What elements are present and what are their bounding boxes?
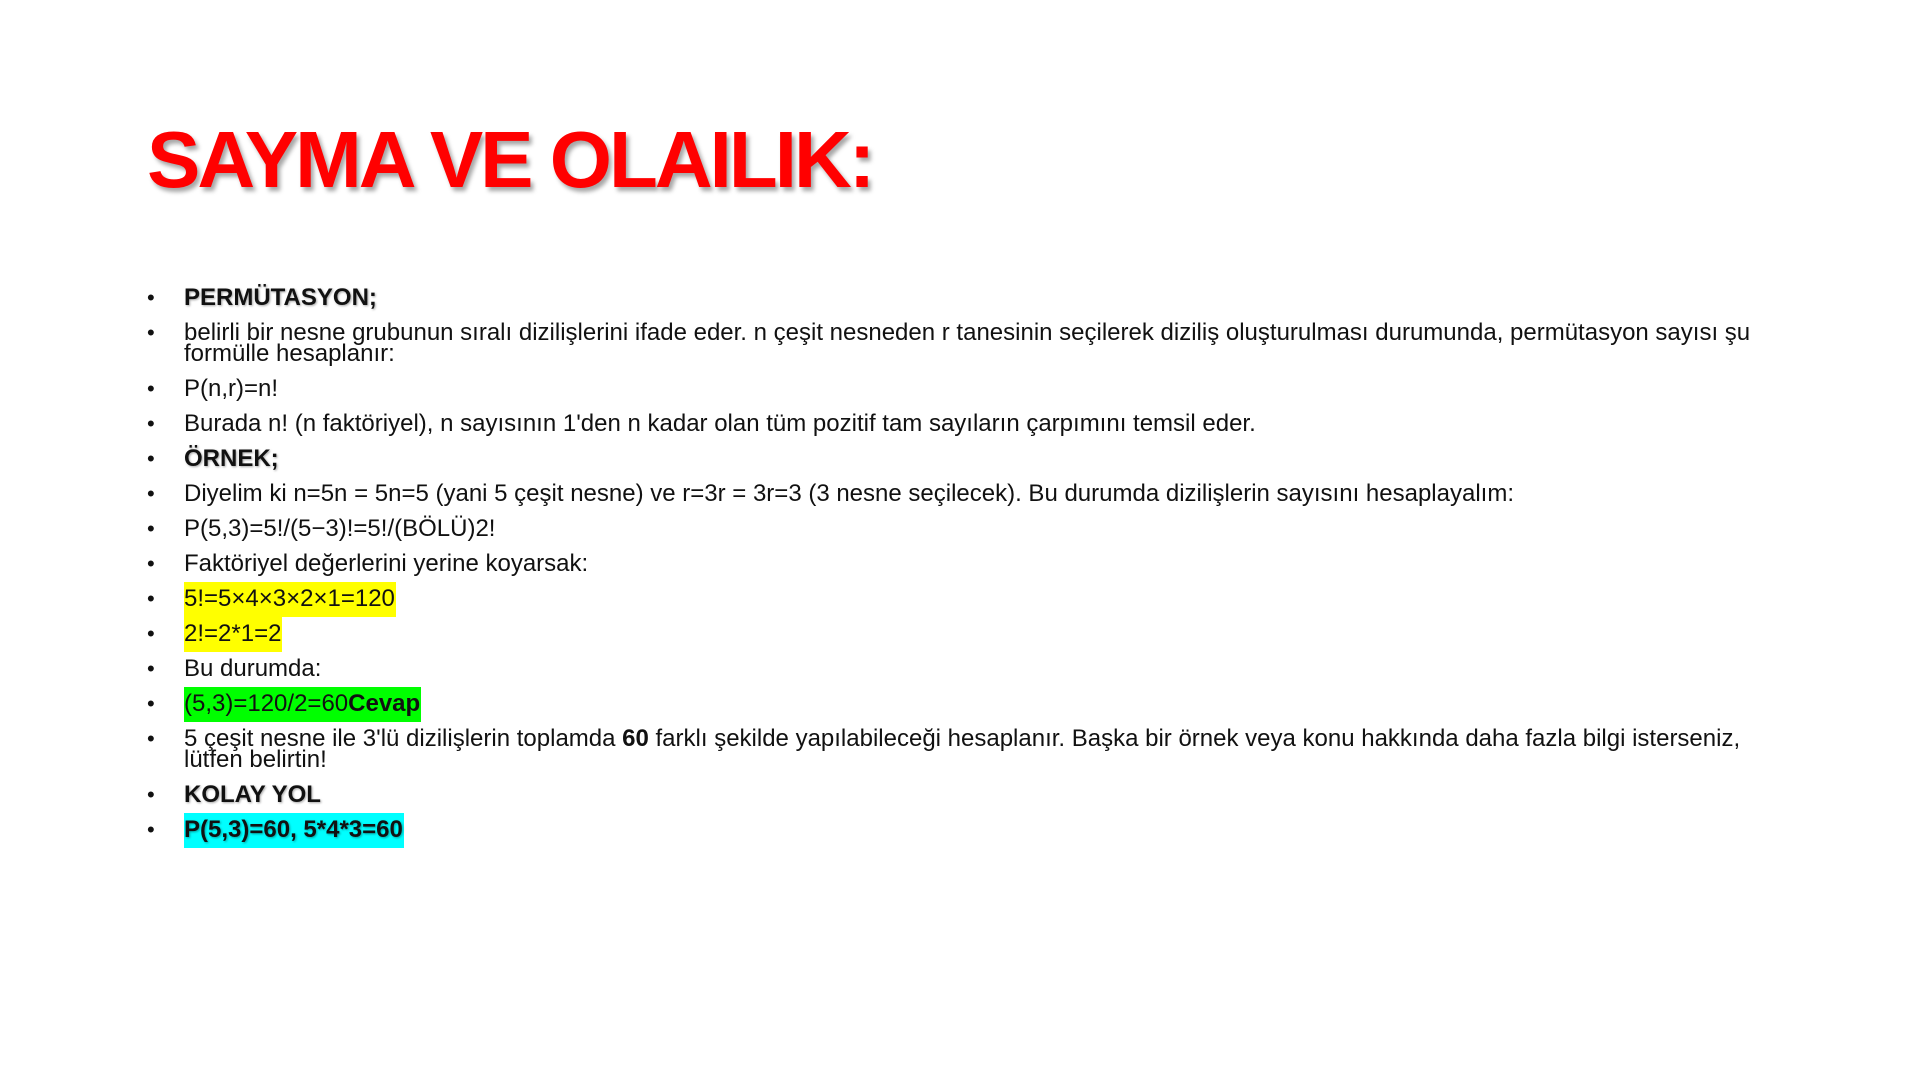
list-item-permutasyon-heading	[147, 284, 1777, 311]
list-item-example-setup	[147, 480, 1777, 507]
list-item-easy-way	[147, 816, 1777, 843]
bullet-icon: •	[147, 656, 155, 681]
bullet-icon: •	[147, 481, 155, 506]
answer-highlight	[184, 687, 421, 722]
highlighted-shortcut: P(5,3)=60, 5*4*3=60	[184, 813, 404, 848]
substitution-text: Faktöriyel değerlerini yerine koyarsak:	[184, 550, 589, 577]
bullet-list	[147, 284, 1777, 854]
bullet-icon: •	[147, 516, 155, 541]
list-item-substitution	[147, 550, 1777, 577]
bullet-icon: •	[147, 411, 155, 436]
section-heading: KOLAY YOL	[184, 781, 321, 808]
list-item-formula	[147, 375, 1777, 402]
explanation-text: Burada n! (n faktöriyel), n sayısının 1'den n kadar olan tüm pozitif tam sayıların çarpımını temsil eder.	[184, 410, 1256, 437]
bullet-icon: •	[147, 621, 155, 646]
conclusion-text	[184, 725, 1740, 773]
highlighted-calculation: 2!=2*1=2	[184, 617, 282, 652]
bullet-icon: •	[147, 551, 155, 576]
example-text: Diyelim ki n=5n = 5n=5 (yani 5 çeşit nesne) ve r=3r = 3r=3 (3 nesne seçilecek). Bu durumda dizilişlerin sayısını hesaplayalım:	[184, 480, 1514, 507]
plain-text: Bu durumda:	[184, 655, 322, 682]
list-item-in-this-case	[147, 655, 1777, 682]
formula-text: P(n,r)=n!	[184, 375, 279, 402]
formula-text: P(5,3)=5!/(5−3)!=5!/(BÖLÜ)2!	[184, 515, 496, 542]
bullet-icon: •	[147, 320, 155, 345]
list-item-example-heading	[147, 445, 1777, 472]
conclusion-part-1: 5 çeşit nesne ile 3'lü dizilişlerin toplamda	[184, 725, 623, 752]
definition-text: belirli bir nesne grubunun sıralı dizilişlerini ifade eder. n çeşit nesneden r tanesinin seçilerek diziliş oluşturulması durumunda, permütasyon sayısı şu formülle hesaplanır:	[184, 319, 1751, 367]
list-item-definition	[147, 319, 1777, 367]
list-item-easy-way-heading	[147, 781, 1777, 808]
highlighted-calculation: 5!=5×4×3×2×1=120	[184, 582, 396, 617]
list-item-answer	[147, 690, 1777, 717]
bullet-icon: •	[147, 726, 155, 751]
section-heading: ÖRNEK;	[184, 445, 279, 472]
bullet-icon: •	[147, 586, 155, 611]
bullet-icon: •	[147, 376, 155, 401]
bullet-icon: •	[147, 817, 155, 842]
section-heading: PERMÜTASYON;	[184, 284, 377, 311]
answer-label: Cevap	[348, 690, 421, 717]
bullet-icon: •	[147, 446, 155, 471]
answer-calculation: (5,3)=120/2=60	[184, 690, 349, 717]
bullet-icon: •	[147, 691, 155, 716]
slide-title: SAYMA VE OLAILIK:	[147, 115, 873, 204]
bullet-icon: •	[147, 782, 155, 807]
conclusion-number: 60	[622, 725, 649, 752]
list-item-factorial-explanation	[147, 410, 1777, 437]
list-item-factorial-5	[147, 585, 1777, 612]
bullet-icon: •	[147, 285, 155, 310]
list-item-conclusion	[147, 725, 1777, 773]
list-item-example-formula	[147, 515, 1777, 542]
conclusion-part-2: farklı şekilde yapılabileceği hesaplanır. Başka bir örnek veya konu hakkında daha fazla bilgi isterseniz, lütfen belirtin!	[184, 725, 1741, 773]
list-item-factorial-2	[147, 620, 1777, 647]
